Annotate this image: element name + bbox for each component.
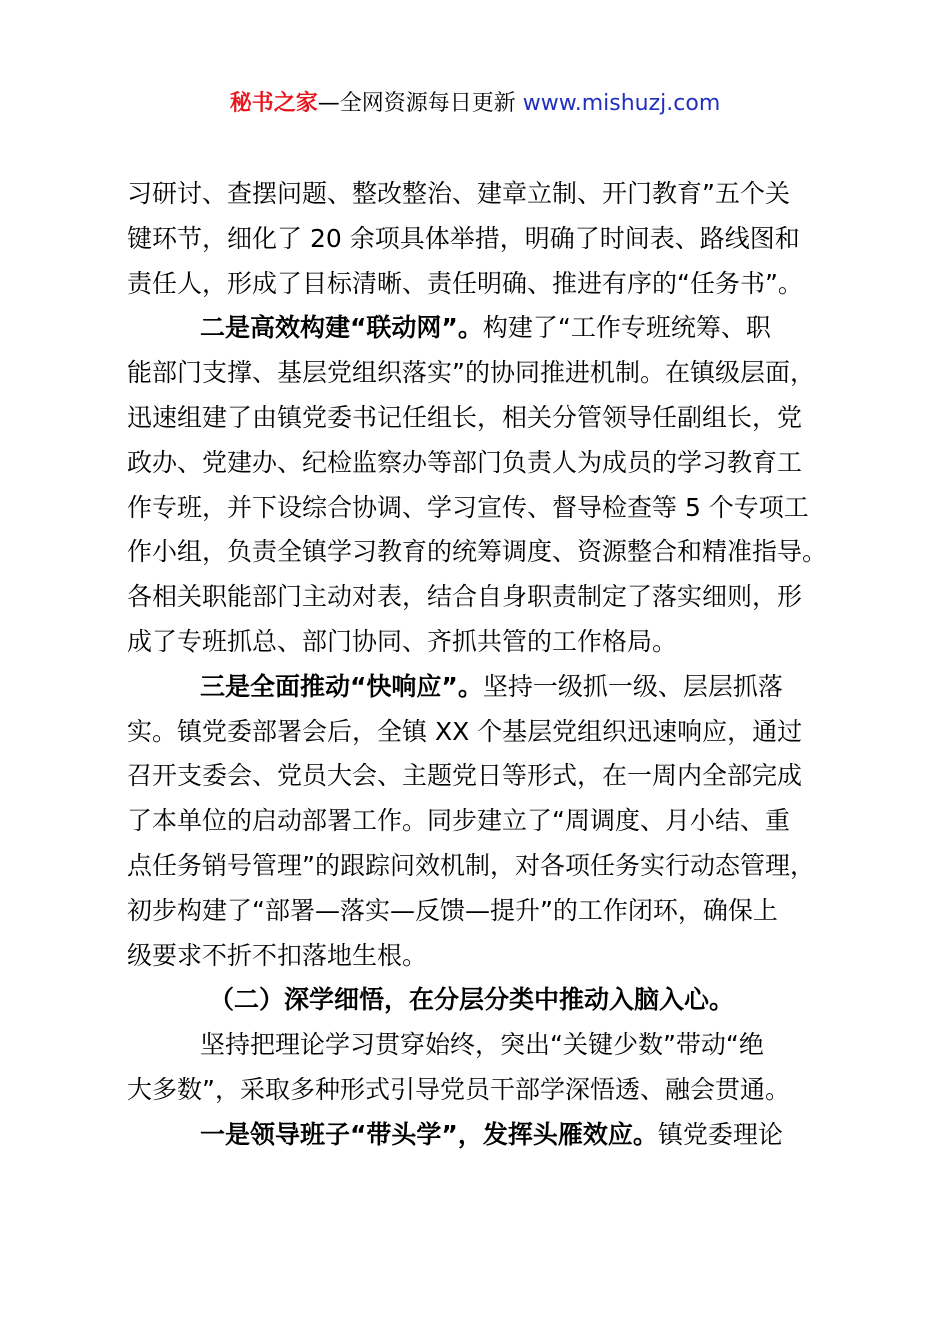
text-line xyxy=(127,889,862,934)
header-slogan: —全网资源每日更新 xyxy=(317,91,523,116)
line-text: 责任人，形成了目标清晰、责任明确、推进有序的“任务书”。 xyxy=(127,268,803,298)
text-line xyxy=(127,172,862,217)
text-line xyxy=(127,530,862,575)
line-text: 迅速组建了由镇党委书记任组长，相关分管领导任副组长，党 xyxy=(127,402,803,432)
bold-heading: 一是领导班子“带头学”，发挥头雁效应。 xyxy=(200,1119,658,1149)
text-line xyxy=(127,1068,862,1113)
line-text: 召开支委会、党员大会、主题党日等形式，在一周内全部完成 xyxy=(127,761,803,791)
document-body xyxy=(127,172,862,1158)
line-text: 构建了“工作专班统筹、职 xyxy=(482,313,771,343)
bold-heading: 三是全面推动“快响应”。 xyxy=(200,671,483,701)
line-text: 习研讨、查摆问题、整改整治、建章立制、开门教育”五个关 xyxy=(127,179,790,208)
line-text: 坚持把理论学习贯穿始终，突出“关键少数”带动“绝 xyxy=(200,1030,764,1060)
line-text: 坚持一级抓一级、层层抓落 xyxy=(482,671,783,701)
line-text: 作小组，负责全镇学习教育的统筹调度、资源整合和精准指导。 xyxy=(127,537,828,567)
text-line xyxy=(127,486,862,531)
text-line xyxy=(127,844,862,889)
header-brand: 秘书之家 xyxy=(229,91,318,116)
line-text: 大多数”，采取多种形式引导党员干部学深悟透、融会贯通。 xyxy=(127,1074,790,1104)
line-text: 了本单位的启动部署工作。同步建立了“周调度、月小结、重 xyxy=(127,806,790,836)
line-text: 镇党委理论 xyxy=(657,1119,783,1149)
line-text: 键环节，细化了 20 余项具体举措，明确了时间表、路线图和 xyxy=(127,223,800,253)
text-line xyxy=(127,351,862,396)
text-line xyxy=(127,710,862,755)
line-text: 级要求不折不扣落地生根。 xyxy=(127,940,428,970)
text-line xyxy=(127,396,862,441)
line-text: 点任务销号管理”的跟踪问效机制，对各项任务实行动态管理， xyxy=(127,850,815,880)
text-line xyxy=(127,799,862,844)
line-text: 政办、党建办、纪检监察办等部门负责人为成员的学习教育工 xyxy=(127,447,803,477)
line-text: 能部门支撑、基层党组织落实”的协同推进机制。在镇级层面， xyxy=(127,358,815,388)
text-line xyxy=(127,620,862,665)
page-header xyxy=(0,88,950,120)
text-line xyxy=(127,1023,862,1068)
text-line xyxy=(127,306,862,351)
text-line xyxy=(127,575,862,620)
text-line xyxy=(127,978,862,1023)
line-text: 初步构建了“部署—落实—反馈—提升”的工作闭环，确保上 xyxy=(127,895,778,925)
text-line xyxy=(127,934,862,979)
bold-heading: 二是高效构建“联动网”。 xyxy=(200,313,483,343)
text-line xyxy=(127,217,862,262)
line-text: 成了专班抓总、部门协同、齐抓共管的工作格局。 xyxy=(127,626,678,656)
bold-heading: （二）深学细悟，在分层分类中推动入脑入心。 xyxy=(209,985,735,1015)
text-line xyxy=(127,754,862,799)
text-line xyxy=(127,665,862,710)
text-line xyxy=(127,1113,862,1158)
header-url[interactable]: www.mishuzj.com xyxy=(522,91,721,116)
line-text: 作专班，并下设综合协调、学习宣传、督导检查等 5 个专项工 xyxy=(127,492,809,522)
text-line xyxy=(127,262,862,307)
line-text: 各相关职能部门主动对表，结合自身职责制定了落实细则，形 xyxy=(127,582,803,612)
line-text: 实。镇党委部署会后，全镇 XX 个基层党组织迅速响应，通过 xyxy=(127,716,803,746)
text-line xyxy=(127,441,862,486)
